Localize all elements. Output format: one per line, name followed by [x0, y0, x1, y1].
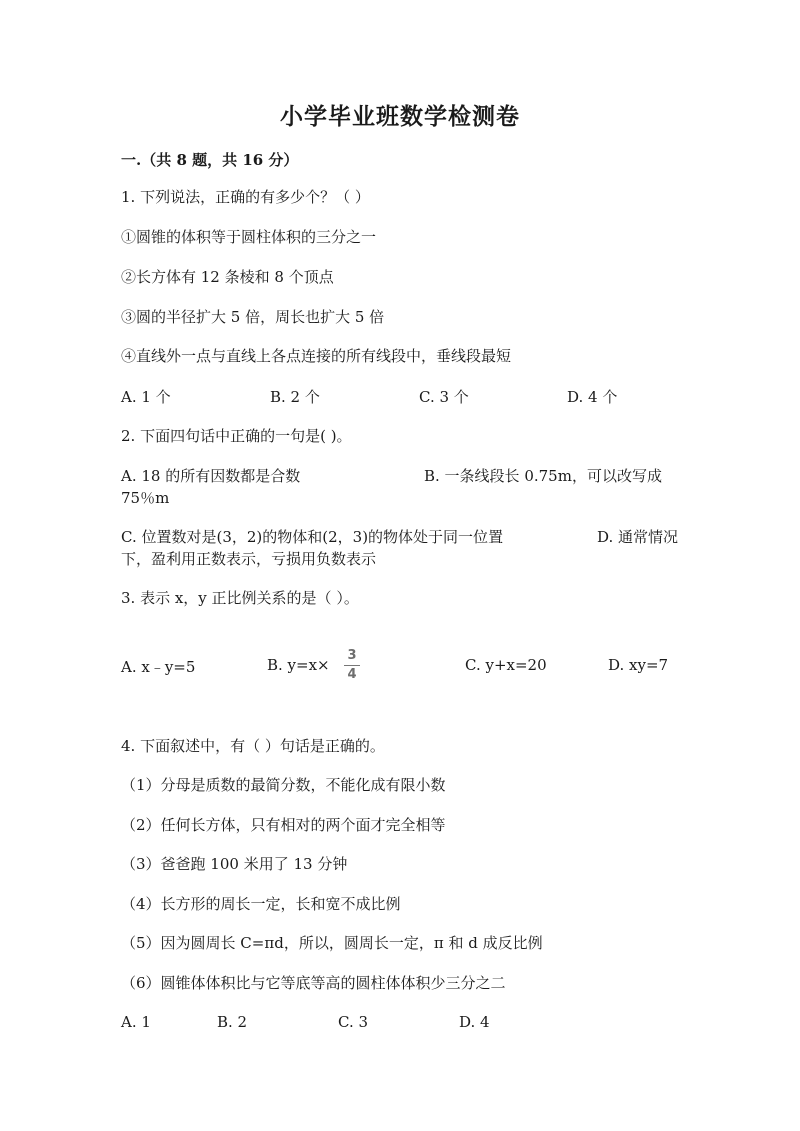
question-1-stem: 1. 下列说法，正确的有多少个？（ ） — [121, 188, 370, 206]
fraction-three-quarters — [344, 648, 360, 683]
question-2-option-b-continued[interactable]: 75％m — [121, 489, 170, 507]
question-3-stem: 3. 表示 x，y 正比例关系的是（ ）。 — [121, 589, 359, 607]
question-4-stem: 4. 下面叙述中，有（ ）句话是正确的。 — [121, 737, 385, 755]
question-3-option-c[interactable]: C. y+x=20 — [465, 656, 547, 674]
question-1-statement: ②长方体有 12 条棱和 8 个顶点 — [121, 268, 334, 286]
question-2-option-d-continued[interactable]: 下，盈利用正数表示，亏损用负数表示 — [121, 550, 377, 568]
page-title: 小学毕业班数学检测卷 — [280, 103, 520, 130]
question-3-option-d[interactable]: D. xy=7 — [608, 656, 669, 674]
question-3-option-b[interactable]: B. y=x× — [267, 656, 330, 674]
question-3-option-a[interactable]: A. x﹣y=5 — [121, 658, 196, 676]
question-4-statement: （6）圆锥体体积比与它等底等高的圆柱体体积少三分之二 — [121, 974, 506, 992]
question-1-option-b[interactable]: B. 2 个 — [270, 388, 320, 406]
question-2-option-b[interactable]: B. 一条线段长 0.75m，可以改写成 — [424, 467, 662, 485]
question-4-option-c[interactable]: C. 3 — [338, 1013, 369, 1031]
question-4-statement: （2）任何长方体，只有相对的两个面才完全相等 — [121, 816, 446, 834]
question-4-option-a[interactable]: A. 1 — [121, 1013, 151, 1031]
question-4-statement: （5）因为圆周长 C=πd，所以，圆周长一定，π 和 d 成反比例 — [121, 934, 543, 952]
question-1-option-d[interactable]: D. 4 个 — [567, 388, 618, 406]
question-1-statement: ①圆锥的体积等于圆柱体积的三分之一 — [121, 228, 377, 246]
question-2-option-a[interactable]: A. 18 的所有因数都是合数 — [121, 467, 301, 485]
question-1-statement: ③圆的半径扩大 5 倍，周长也扩大 5 倍 — [121, 308, 385, 326]
question-2-option-c[interactable]: C. 位置数对是(3，2)的物体和(2，3)的物体处于同一位置 — [121, 528, 504, 546]
question-1-statement: ④直线外一点与直线上各点连接的所有线段中，垂线段最短 — [121, 347, 512, 365]
question-1-option-a[interactable]: A. 1 个 — [121, 388, 171, 406]
fraction-bar — [344, 665, 360, 666]
question-4-statement: （3）爸爸跑 100 米用了 13 分钟 — [121, 855, 348, 873]
section-heading: 一.（共 8 题，共 16 分） — [121, 151, 299, 169]
fraction-denominator: 4 — [347, 667, 357, 682]
question-4-statement: （4）长方形的周长一定，长和宽不成比例 — [121, 895, 401, 913]
question-4-statement: （1）分母是质数的最简分数，不能化成有限小数 — [121, 776, 446, 794]
fraction-numerator: 3 — [347, 648, 357, 663]
question-2-stem: 2. 下面四句话中正确的一句是( )。 — [121, 427, 352, 445]
question-2-option-d[interactable]: D. 通常情况 — [597, 528, 679, 546]
question-4-option-b[interactable]: B. 2 — [217, 1013, 248, 1031]
question-4-option-d[interactable]: D. 4 — [459, 1013, 490, 1031]
question-1-option-c[interactable]: C. 3 个 — [419, 388, 469, 406]
